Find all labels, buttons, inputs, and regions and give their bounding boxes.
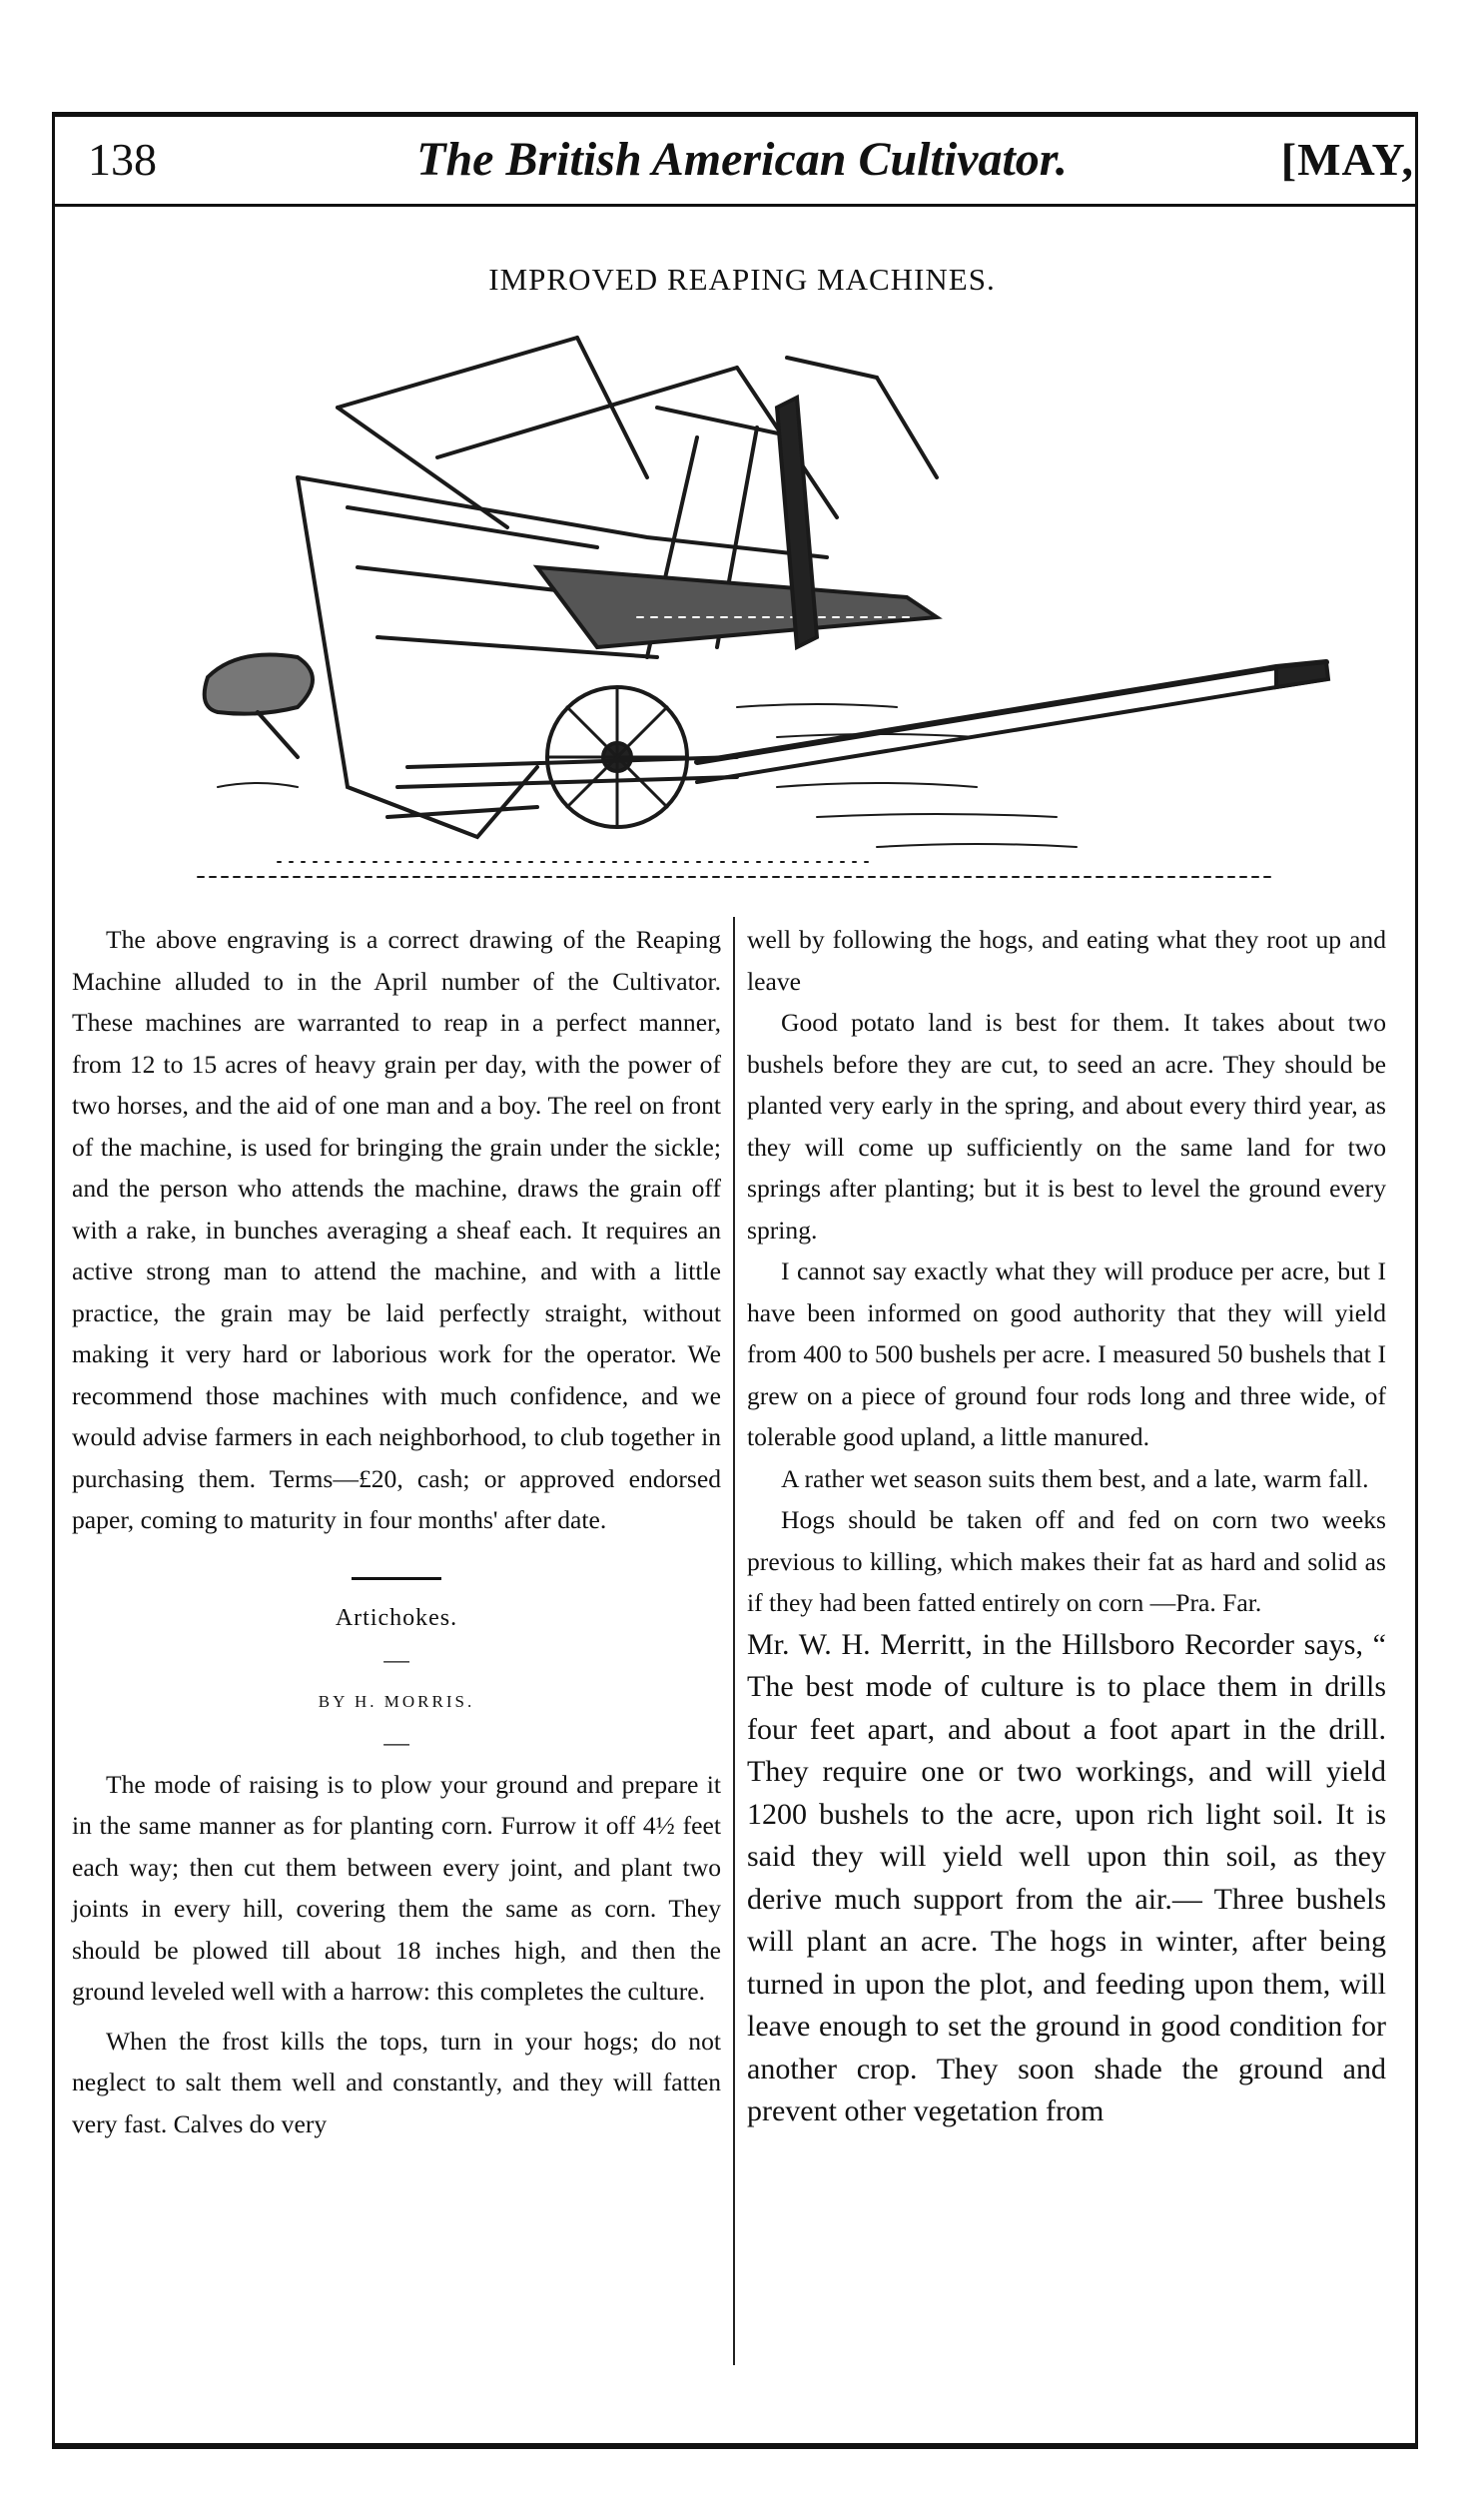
artichokes-paragraph-2: When the frost kills the tops, turn in your hogs; do not neglect to salt them well and constantly, and they will fatten very fast. Calves do very bbox=[72, 2026, 721, 2138]
reaping-machine-engraving-icon bbox=[178, 318, 1336, 897]
right-column bbox=[747, 919, 1386, 2133]
header-underline-rule bbox=[52, 204, 1418, 207]
reaper-paragraph: The above engraving is a correct drawing of the Reaping Machine alluded to in the April number of the Cultivator. These machines are warranted to reap in a perfect manner, from 12 to 15 acres of heavy grain per day, with the power of two horses, and the aid of one man and a boy. The reel on front of the machine, is used for bringing the grain under the sickle; and the person who attends the machine, draws the grain off with a rake, in bunches averaging a sheaf each. It requires an active strong man to attend the machine, and with a little practice, the grain may be laid perfectly straight, without making it very hard or laborious work for the operator. We recommend those machines with much confidence, and we would advise farmers in each neighborhood, to club together in purchasing them. Terms—£20, cash; or approved endorsed paper, coming to maturity in four months' after date. bbox=[72, 925, 721, 1534]
top-border-rule bbox=[52, 112, 1418, 117]
artichokes-paragraph-1: The mode of raising is to plow your ground and prepare it in the same manner as for planting corn. Furrow it off 4½ feet each way; then cut them between every joint, and plant two joints in every hill, covering them the same as corn. They should be plowed till about 18 inches high, and then the ground leveled well with a harrow: this completes the culture. bbox=[72, 1769, 721, 2006]
artichokes-paragraph-7: Hogs should be taken off and fed on corn two weeks previous to killing, which makes their fat as hard and solid as if they had been fatted entirely on corn —Pra. Far. bbox=[747, 1505, 1386, 1617]
artichokes-paragraph-4: Good potato land is best for them. It takes about two bushels before they are cut, to seed an acre. They should be planted very early in the spring, and about every third year, as they will come up sufficiently on the same land for two springs after planting; but it is best to level the ground every spring. bbox=[747, 1008, 1386, 1245]
artichokes-heading: Artichokes. bbox=[335, 1604, 458, 1631]
left-border-rule bbox=[52, 112, 55, 2449]
running-title: The British American Cultivator. bbox=[416, 133, 1068, 186]
left-column bbox=[72, 919, 721, 2144]
byline-dash: — bbox=[383, 1728, 409, 1757]
author-byline: BY H. MORRIS. bbox=[318, 1691, 475, 1711]
artichokes-paragraph-3: well by following the hogs, and eating what they root up and leave bbox=[747, 925, 1386, 996]
artichokes-paragraph-5: I cannot say exactly what they will produce per acre, but I have been informed on good authority that they will yield from 400 to 500 bushels per acre. I measured 50 bushels that I grew on a piece of ground four rods long and three wide, of tolerable good upland, a little manured. bbox=[747, 1256, 1386, 1451]
artichokes-paragraph-6: A rather wet season suits them best, and a late, warm fall. bbox=[781, 1463, 1369, 1493]
merritt-paragraph: Mr. W. H. Merritt, in the Hillsboro Recorder says, “ The best mode of culture is to place them in drills four feet apart, and about a foot apart in the drill. They require one or two workings, and will yield 1200 bushels to the acre, upon rich light soil. It is said they will yield well upon thin soil, as they derive much support from the air.— Three bushels will plant an acre. The hogs in winter, after being turned in upon the plot, and feeding upon them, will leave enough to set the ground in good condition for another crop. They soon shade the ground and prevent other vegetation from bbox=[747, 1627, 1386, 2127]
bottom-border-rule bbox=[52, 2443, 1418, 2449]
heading-dash: — bbox=[383, 1645, 409, 1674]
article-title: IMPROVED REAPING MACHINES. bbox=[488, 262, 996, 297]
month-label: [MAY, bbox=[1280, 134, 1414, 185]
right-border-rule bbox=[1415, 112, 1418, 2449]
page-number: 138 bbox=[88, 134, 157, 185]
column-divider-rule bbox=[733, 917, 735, 2365]
